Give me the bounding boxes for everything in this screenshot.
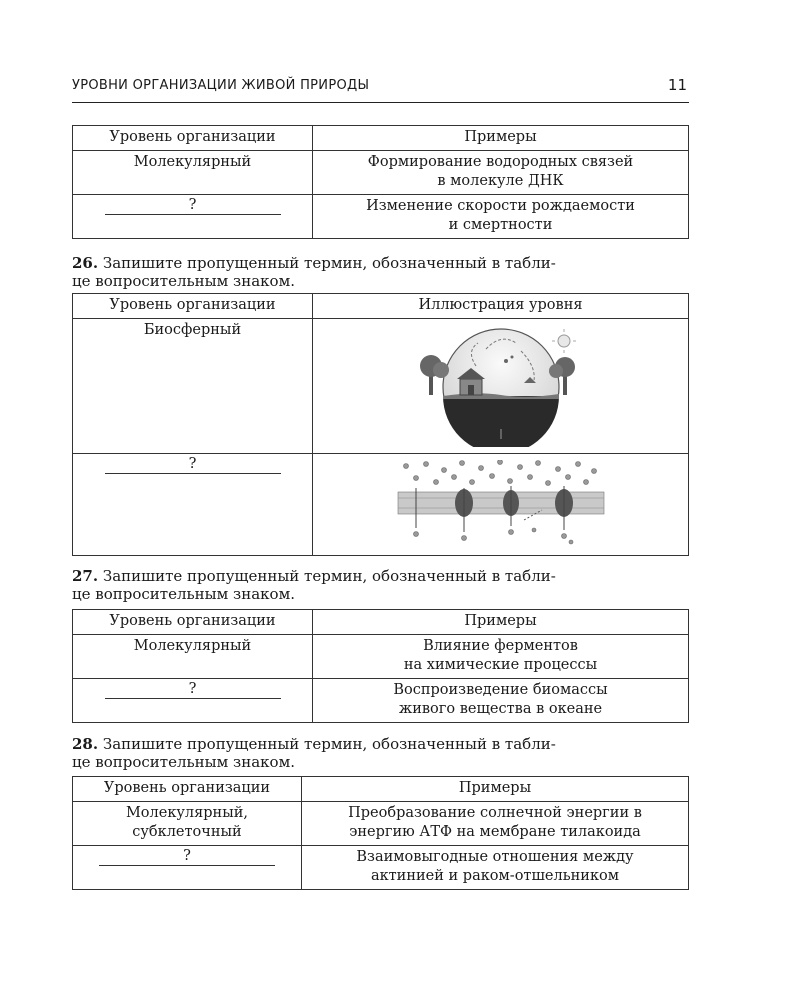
level-cell: Биосферный [73,319,313,454]
task-text: це вопросительным знаком. [72,272,296,290]
example-cell [302,802,689,846]
example-line: живого вещества в океане [398,701,603,717]
task-text: Запишите пропущенный термин, обозначенный в табли- [102,735,556,753]
missing-term-blank: ? [105,197,281,215]
task-text: це вопросительным знаком. [72,585,296,603]
table-row [73,195,689,239]
example-cell [313,635,689,679]
cell-membrane-illustration [396,460,606,546]
level-cell [73,802,302,846]
column-header: Иллюстрация уровня [313,294,689,319]
table-4 [72,776,689,890]
level-cell: Молекулярный [73,151,313,195]
example-cell [302,846,689,890]
table-header-row [73,126,689,151]
page-number: 11 [667,76,687,94]
example-line: Взаимовыгодные отношения между [356,849,634,865]
task-text: Запишите пропущенный термин, обозначенный в табли- [102,254,556,272]
table-3 [72,609,689,723]
table-row [73,151,689,195]
table-row [73,679,689,723]
page-header [72,76,689,103]
example-line: Влияние ферментов [423,638,578,654]
column-header: Уровень организации [73,126,313,151]
level-line: Молекулярный, [125,805,249,821]
level-line: субклеточный [132,824,242,840]
level-cell: Молекулярный [73,635,313,679]
missing-term-blank: ? [99,848,275,866]
example-cell [313,679,689,723]
table-row [73,319,689,454]
missing-term-blank: ? [105,456,281,474]
example-line: Формирование водородных связей [367,154,634,170]
example-line: Преобразование солнечной энергии в [348,805,642,821]
running-title: УРОВНИ ОРГАНИЗАЦИИ ЖИВОЙ ПРИРОДЫ [72,78,370,93]
table-header-row [73,610,689,635]
level-cell [73,454,313,556]
example-line: на химические процессы [403,657,598,673]
task-28 [72,735,692,771]
table-header-row [73,777,689,802]
task-text: це вопросительным знаком. [72,753,296,771]
level-cell [73,195,313,239]
level-cell [73,679,313,723]
table-1 [72,125,689,239]
illustration-cell [313,454,689,556]
table-row [73,846,689,890]
example-line: Изменение скорости рождаемости [366,198,635,214]
table-2 [72,293,689,556]
example-cell [313,195,689,239]
biosphere-illustration [416,321,586,447]
sun-icon [552,329,576,353]
column-header: Примеры [302,777,689,802]
task-26 [72,254,692,290]
task-text: Запишите пропущенный термин, обозначенный в табли- [102,567,556,585]
example-cell [313,151,689,195]
example-line: Воспроизведение биомассы [393,682,608,698]
task-number: 28. [72,735,99,753]
column-header: Уровень организации [73,610,313,635]
example-line: актинией и раком-отшельником [370,868,620,884]
example-line: и смертности [448,217,553,233]
table-row [73,635,689,679]
table-row [73,802,689,846]
illustration-cell [313,319,689,454]
table-row [73,454,689,556]
column-header: Примеры [313,126,689,151]
task-number: 26. [72,254,99,272]
column-header: Уровень организации [73,294,313,319]
column-header: Примеры [313,610,689,635]
missing-term-blank: ? [105,681,281,699]
task-27 [72,567,692,603]
table-header-row [73,294,689,319]
column-header: Уровень организации [73,777,302,802]
example-line: в молекуле ДНК [437,173,564,189]
task-number: 27. [72,567,99,585]
example-line: энергию АТФ на мембране тилакоида [349,824,641,840]
level-cell [73,846,302,890]
